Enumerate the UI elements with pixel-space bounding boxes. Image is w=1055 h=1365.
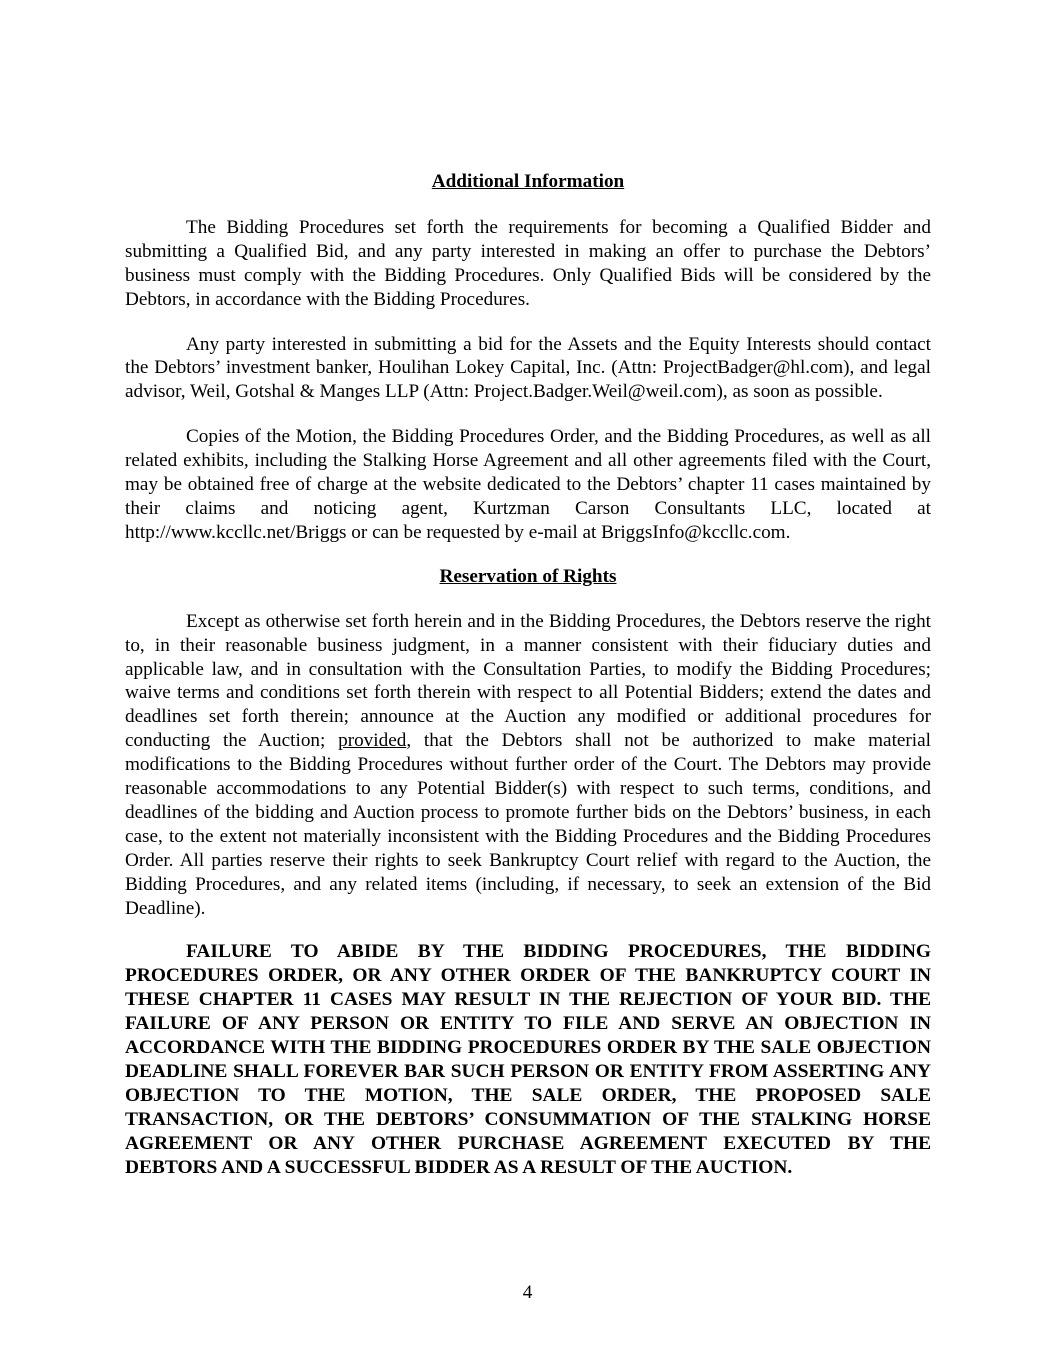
copies-availability-paragraph: Copies of the Motion, the Bidding Procedures Order, and the Bidding Procedures, as well as all related exhibits, including the Stalking Horse Agreement and all other agreements filed with the Court, may be obtained free of charge at the website dedicated to the Debtors’ chapter 11 cases maintained by their claims and noticing agent, Kurtzman Carson Consultants LLC, located at http://www.kccllc.net/Briggs or can be requested by e-mail at BriggsInfo@kccllc.com.	[125, 426, 931, 543]
additional-information-heading: Additional Information	[431, 171, 625, 192]
reservation-text-part-1: Except as otherwise set forth herein and in the Bidding Procedures, the Debtors reserve the right to, in their reasonable business judgment, in a manner consistent with their fiduciary duties and applicable law, and in consultation with the Consultation Parties, to modify the Bidding Procedures; waive terms and conditions set forth therein with respect to all Potential Bidders; extend the dates and deadlines set forth therein; announce at the Auction any modified or additional procedures for conducting the Auction;	[125, 610, 931, 752]
page-number: 4	[522, 1282, 533, 1303]
document-page	[125, 170, 931, 1180]
contact-advisors-paragraph: Any party interested in submitting a bid for the Assets and the Equity Interests should contact the Debtors’ investment banker, Houlihan Lokey Capital, Inc. (Attn: ProjectBadger@hl.com), and legal advisor, Weil, Gotshal & Manges LLP (Attn: Project.Badger.Weil@weil.com), as soon as possible.	[125, 333, 931, 403]
reservation-paragraph	[125, 610, 931, 921]
failure-warning-paragraph: FAILURE TO ABIDE BY THE BIDDING PROCEDURES, THE BIDDING PROCEDURES ORDER, OR ANY OTHER ORDER OF THE BANKRUPTCY COURT IN THESE CHAPTER 11 CASES MAY RESULT IN THE REJECTION OF YOUR BID. THE FAILURE OF ANY PERSON OR ENTITY TO FILE AND SERVE AN OBJECTION IN ACCORDANCE WITH THE BIDDING PROCEDURES ORDER BY THE SALE OBJECTION DEADLINE SHALL FOREVER BAR SUCH PERSON OR ENTITY FROM ASSERTING ANY OBJECTION TO THE MOTION, THE SALE ORDER, THE PROPOSED SALE TRANSACTION, OR THE DEBTORS’ CONSUMMATION OF THE STALKING HORSE AGREEMENT OR ANY OTHER PURCHASE AGREEMENT EXECUTED BY THE DEBTORS AND A SUCCESSFUL BIDDER AS A RESULT OF THE AUCTION.	[125, 941, 931, 1178]
reservation-of-rights-heading: Reservation of Rights	[439, 565, 617, 587]
provided-term: provided	[338, 730, 407, 752]
bidding-procedures-paragraph: The Bidding Procedures set forth the requirements for becoming a Qualified Bidder and submitting a Qualified Bid, and any party interested in making an offer to purchase the Debtors’ business must comply with the Bidding Procedures. Only Qualified Bids will be considered by the Debtors, in accordance with the Bidding Procedures.	[125, 216, 931, 310]
reservation-text-part-2: , that the Debtors shall not be authorized to make material modifications to the Bidding Procedures without further order of the Court. The Debtors may provide reasonable accommodations to any Potential Bidder(s) with respect to such terms, conditions, and deadlines of the bidding and Auction process to promote further bids on the Debtors’ business, in each case, to the extent not materially inconsistent with the Bidding Procedures and the Bidding Procedures Order. All parties reserve their rights to seek Bankruptcy Court relief with regard to the Auction, the Bidding Procedures, and any related items (including, if necessary, to seek an extension of the Bid Deadline).	[125, 730, 931, 919]
